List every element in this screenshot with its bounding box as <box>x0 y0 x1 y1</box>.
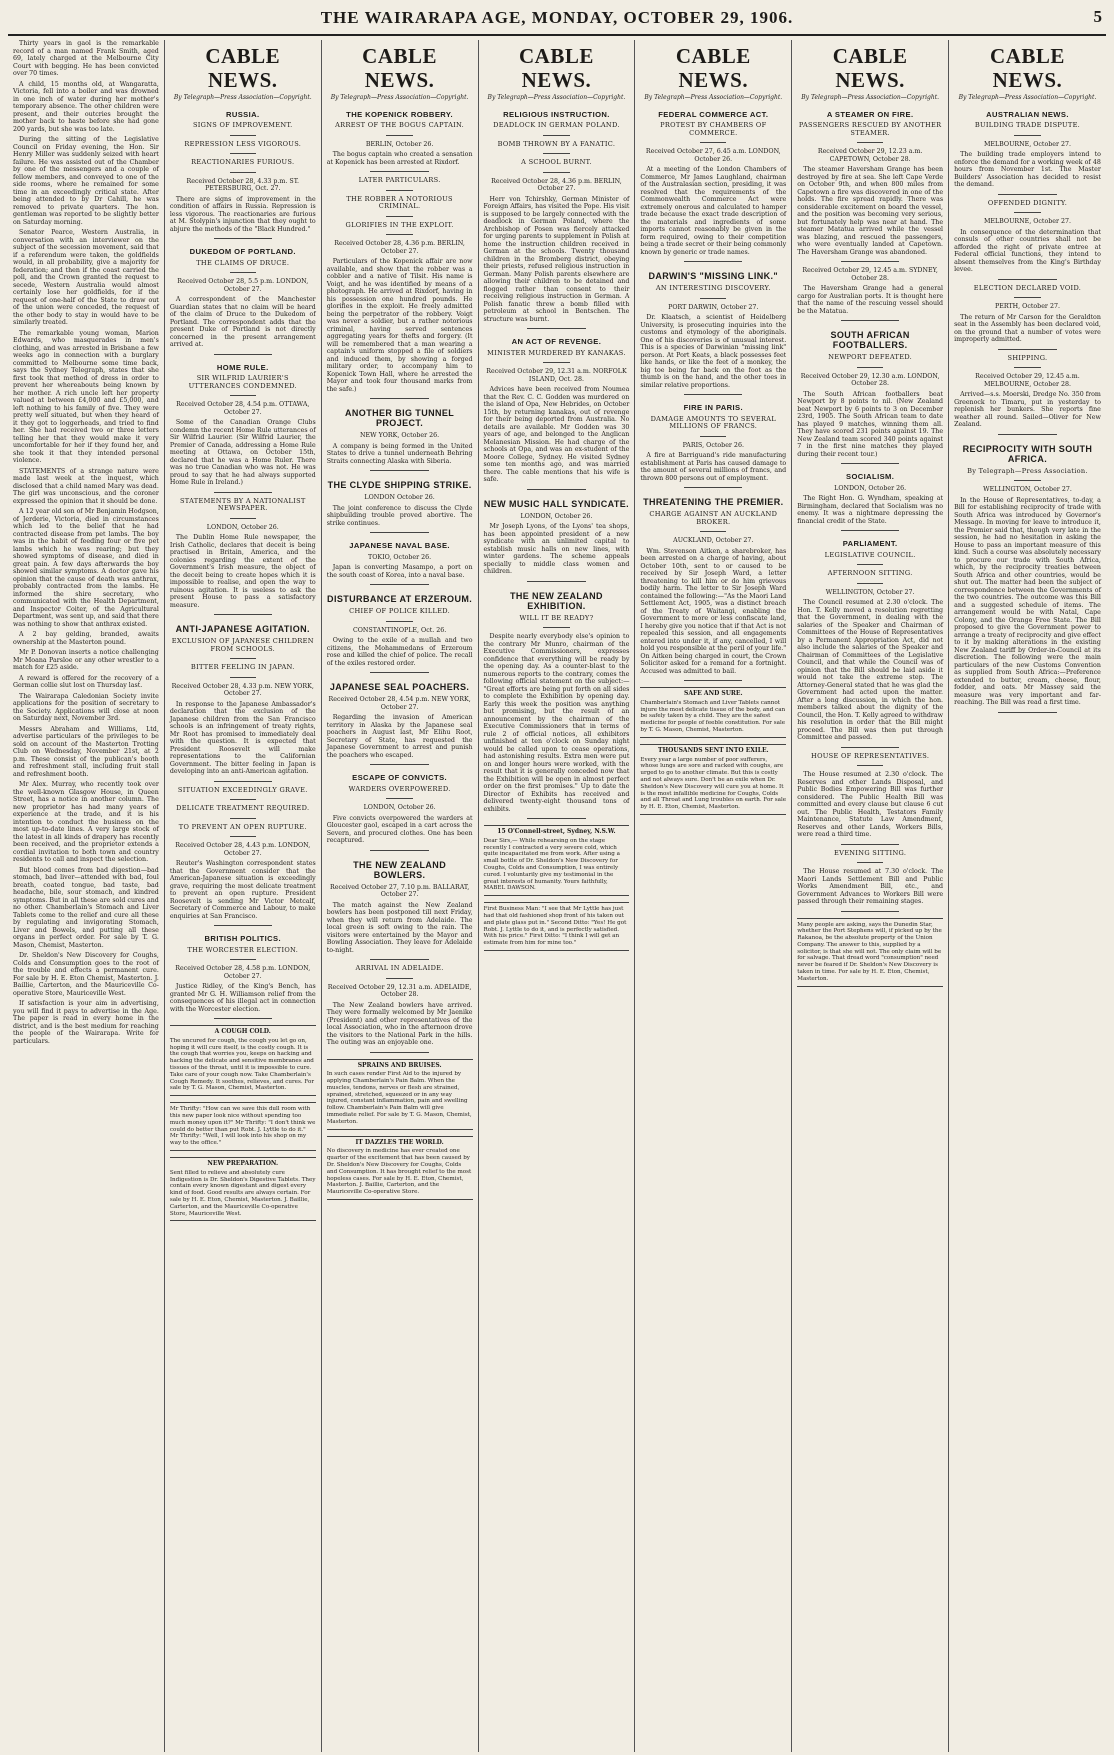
ad-text: Chamberlain's Stomach and Liver Tablets cannot injure the most delicate tissue of the body, and can be safely taken by a child. They are the safest medicine for people of feeble constitution. For sale by T. G. Mason, Chemist, Masterton. <box>640 699 786 733</box>
article-subheading: PASSENGERS RESCUED BY ANOTHER STEAMER. <box>798 121 942 137</box>
rule-divider <box>386 216 412 217</box>
rule-divider <box>230 677 256 678</box>
article-subheading: WARDERS OVERPOWERED. <box>348 784 451 793</box>
article-body: Reuter's Washington correspondent states that the Government consider that the American-Japanese situation is exceedingly grave, requiring the most delicate treatment to prevent an open rupture. President Roosevelt is sending Mr Victor Metcalf, Secretary of Commerce and Labour, to make enquiries at San Francisco. <box>169 860 316 920</box>
rule-divider <box>230 153 256 154</box>
article-heading: THE KOPENICK ROBBERY. <box>346 109 454 119</box>
rule-divider <box>841 911 899 912</box>
column-4 <box>479 40 636 1752</box>
dateline: Received October 28, 4.33 p.m. NEW YORK, October 27. <box>171 682 314 697</box>
article-body: Herr von Tchirshky, German Minister of Foreign Affairs, has visited the Pope. His visit is supposed to be largely connected with the deadlock in German Poland, where the Archbishop of Posen was fiercely attacked for urging parents to supplement in Polish at home the instruction children received in German at the schools. Twenty thousand children in the Bromberg district, obeying their priests, refused religious instruction in German. Many Polish parents elsewhere are allowing their children to be detained and flogged rather than consent to their receiving religious instruction in German. A Polish fanatic threw a bomb filled with petroleum at school in Bentschen. The structure was burnt. <box>483 195 630 323</box>
article-heading: FEDERAL COMMERCE ACT. <box>658 109 769 119</box>
rule-divider <box>386 978 412 979</box>
ad-heading: SAFE AND SURE. <box>684 690 743 697</box>
article-heading: AUSTRALIAN NEWS. <box>986 109 1069 119</box>
press-credit: By Telegraph—Press Association—Copyright. <box>958 94 1097 101</box>
dateline: LONDON, October 26. <box>206 523 279 531</box>
rule-divider <box>230 799 256 800</box>
article-heading: THREATENING THE PREMIER. <box>643 497 784 507</box>
news-paragraph: If satisfaction is your aim in advertising, you will find it pays to advertise in the Age. The paper is read in every home in the district, and is the best medium for reaching the people of the Wairarapa. Write for particulars. <box>13 1000 159 1045</box>
rule-divider <box>841 463 899 464</box>
ad-heading: SPRAINS AND BRUISES. <box>357 1061 442 1069</box>
dateline: Received October 27, 7.10 p.m. BALLARAT, October 27. <box>330 883 470 898</box>
article-body: In consequence of the determination that consuls of other countries shall not be afforded the right of private entree at Federal official functions, they intend to absent themselves from the King's Birthday levee. <box>954 228 1101 273</box>
dateline: TOKIO, October 26. <box>368 553 432 561</box>
article-subheading: PROTEST BY CHAMBERS OF COMMERCE. <box>660 121 767 137</box>
rule-divider <box>857 583 883 584</box>
article-subheading: SHIPPING. <box>1007 353 1048 362</box>
rule-divider <box>386 621 412 622</box>
article-subheading: THE WORCESTER ELECTION. <box>187 945 299 954</box>
article-body: The House resumed at 7.30 o'clock. The Maori Lands Settlement Bill and Public Works Amendment Bill, etc., and Government Advances to Workers Bill were passed through their remaining stages. <box>797 868 944 905</box>
dateline: Received October 28, 4.58 p.m. LONDON, October 27. <box>175 965 311 980</box>
article-body: Regarding the invasion of American territory in Alaska by the Japanese seal poachers in August last, Mr Elihu Root, Secretary of State, has requested the Japanese Government to arrest and punish the poachers who escaped. <box>326 714 473 759</box>
article-subheading: DELICATE TREATMENT REQUIRED. <box>176 804 310 812</box>
article-body: The South African footballers beat Newport by 8 points to nil. (New Zealand beat Newport by 6 points to 3 on December 23rd, 1905. The South African team to date has played 9 matches, winning them all. They have scored 231 points against 19. The New Zealand team scored 340 points against 7 in the first nine matches they played during their recent tour.) <box>797 390 944 458</box>
article-heading: DISTURBANCE AT ERZEROUM. <box>327 594 473 604</box>
rule-divider <box>543 627 569 628</box>
article-body: Mr Joseph Lyons, of the Lyons' tea shops, has been appointed president of a new syndicate with an unlimited capital to establish music halls on new lines, with winter gardens. The scheme appeals specially to middle class women and children. <box>483 523 630 575</box>
article-subheading: OFFENDED DIGNITY. <box>987 198 1068 207</box>
article-body: Dr. Klaatsch, a scientist of Heidelberg University, is prosecuting inquiries into the customs and etymology of the aboriginals. One of his discoveries is of unusual interest. This is a species of Darwinian "missing link" person. At Port Keats, a black possesses feet like hands, or like the feet of a monkey, the big toe being far back on the foot as the thumb is on the hand, and the other toes in similar relative proportions. <box>640 314 787 389</box>
article-subheading: STATEMENTS BY A NATIONALIST NEWSPAPER. <box>179 496 306 512</box>
dateline: Received October 28, 4.36 p.m. BERLIN, October 27. <box>334 240 465 255</box>
article-subheading: THE ROBBER A NOTORIOUS CRIMINAL. <box>346 194 453 210</box>
article-subheading: GLORIFIES IN THE EXPLOIT. <box>345 220 454 229</box>
article-subheading: DEADLOCK IN GERMAN POLAND. <box>493 121 620 129</box>
article-body: Arrived—s.s. Moerski, Dredge No. 350 from Greenock to Timaru, put in yesterday to replenish her bunkers. She reports fine weather all round. Sailed—Oliver for New Zealand. <box>954 391 1101 428</box>
column-7 <box>949 40 1106 1752</box>
advertisement <box>484 825 630 896</box>
article-subheading: BITTER FEELING IN JAPAN. <box>190 663 295 671</box>
rule-divider <box>527 581 585 582</box>
advertisement <box>170 1025 316 1096</box>
article-heading: RELIGIOUS INSTRUCTION. <box>503 109 610 119</box>
article-heading: SOUTH AFRICAN FOOTBALLERS. <box>830 330 910 350</box>
news-paragraph: Mr Alex. Murray, who recently took over the well-known Glasgow House, in Queen Street, has a notice in another column. The new proprietor has had many years of experience at the trade, and it is his intention to conduct the business on the most up-to-date lines. A very large stock of the latest in all kinds of drapery has recently been received, and the proprietor extends a cordial invitation to both town and country residents to call and inspect the selection. <box>13 781 159 863</box>
news-paragraph: STATEMENTS of a strange nature were made last week at the inquest, which disclosed that a child named Mary was dead. The girl was unconscious, and the coroner expressed the opinion that it should be done. <box>13 467 159 505</box>
article-subheading: NEWPORT DEFEATED. <box>828 353 913 361</box>
rule-divider <box>700 298 726 299</box>
article-body: Some of the Canadian Orange Clubs condemn the recent Home Rule utterances of Sir Wilfrid Laurier. (Sir Wilfrid Laurier, the Premier of Canada, addressing a Home Rule meeting at Ottawa, on October 15th, declared that he was a Home Ruler. There was no true Canadian who was not. He was proud to say that he had always supported Home Rule in Ireland.) <box>169 419 316 486</box>
rule-divider <box>684 394 742 395</box>
article-heading: THE CLYDE SHIPPING STRIKE. <box>327 480 472 490</box>
rule-divider <box>386 135 412 136</box>
article-subheading: DAMAGE AMOUNTS TO SEVERAL MILLIONS OF FRANCS. <box>650 414 776 430</box>
news-paragraph: The Wairarapa Caledonian Society invite applications for the position of secretary to the Society. Applications will close at noon on Saturday next, November 3rd. <box>13 692 159 722</box>
ad-text: Mr Thrifty: "How can we save this dull room with this new paper look nice without spending too much money upon it?" Mr Thrifty: "I don't think we could do better than put Robt. J. Lyttle to do it." Mr Thrifty: "Well, I will look into his shop on my way to the office." <box>169 1106 316 1147</box>
rule-divider <box>841 261 899 262</box>
article-body: Five convicts overpowered the warders at Gloucester gaol, escaped in a cart across the Severn, and procured clothes. One has been recaptured. <box>326 814 473 844</box>
dateline: Received October 29, 12.31 a.m. ADELAIDE, October 28. <box>327 983 472 998</box>
ad-heading: A COUGH COLD. <box>214 1028 271 1035</box>
dateline: WELLINGTON, October 27. <box>983 486 1072 493</box>
press-credit: By Telegraph—Press Association—Copyright. <box>644 94 783 101</box>
rule-divider <box>1014 367 1040 368</box>
rule-divider <box>543 172 569 173</box>
rule-divider <box>230 135 256 136</box>
ad-text: In such cases render First Aid to the injured by applying Chamberlain's Pain Balm. When the muscles, tendons, nerves or flesh are strained, sprained, stretched, squeezed or in any way injured, constant inflammation, pain and swelling follow. Chamberlain's Pain Balm will give immediate relief. For sale by T. G. Mason, Chemist, Masterton. <box>326 1071 472 1125</box>
news-paragraph: The remarkable young woman, Marion Edwards, who masquerades in men's clothing, and was arrested in Brisbane a few weeks ago in connection with a burglary committed to Melbourne some time back, says the Sydney Telegraph, states that she first took that method of dress in order to prevent her whereabouts being known by her mother. A rich uncle left her property valued at between £4,000 and £5,000, and left nothing to his family of five. They were pretty well situated, but when they heard of it they got to loggerheads, and tried to find her. She had received two or three letters telling her that they would make it very uncomfortable for her if they found her, and she took it that they intended personal violence. <box>13 329 159 464</box>
article-heading: JAPANESE SEAL POACHERS. <box>329 682 470 692</box>
dateline: Received October 29, 12.45 a.m. SYDNEY, October 28. <box>802 267 938 282</box>
article-subheading: CHIEF OF POLICE KILLED. <box>349 607 451 615</box>
article-body: The bogus captain who created a sensation at Kopenick has been arrested at Rixdorf. <box>326 151 473 166</box>
article-subheading: By Telegraph—Press Association. <box>967 466 1088 475</box>
rule-divider <box>857 367 883 368</box>
advertisement <box>327 1059 473 1130</box>
advertisement <box>640 687 786 738</box>
dateline: Received October 28, 4.54 p.m. OTTAWA, October 27. <box>176 401 310 416</box>
rule-divider <box>370 171 428 172</box>
article-body: The New Zealand bowlers have arrived. They were formally welcomed by Mr Jaenike (President) and other representatives of the local Association, who in the afternoon drove the visitors to the National Park in the hills. The outing was an enjoyable one. <box>326 1001 473 1046</box>
article-body: Particulars of the Kopenick affair are now available, and show that the robber was a cobbler and a native of Tilsit. His name is Voigt, and he was identified by means of a photograph. He arrived at Rixdorf, having in his possession one hundred pounds. He glorifies in the exploit. He freely admitted being the perpetrator of the robbery. Voigt was never a soldier, but a rather notorious criminal, having served sentences aggregating years for thefts and forgery. (It will be remembered that a man wearing a captain's uniform stopped a file of soldiers and induced them, by showing a forged military order, to accompany him to Kopenick Town Hall, where he arrested the Mayor and took four thousand marks from the safe.) <box>326 258 473 393</box>
dateline: PERTH, October 27. <box>995 303 1060 310</box>
news-paragraph: Thirty years in gaol is the remarkable record of a man named Frank Smith, aged 69, lately charged at the Melbourne City Court with begging. He has been convicted over 70 times. <box>13 40 159 77</box>
ad-text: Sent filled to relieve and absolutely cure Indigestion is Dr. Sheldon's Digestive Tablets. They contain every known digestant and digest every kind of food. Good results are always certain. For sale by H. E. Eton, Chemist, Masterton. J. Baillie, Carterton, and the Mauriceville Co-operative Store, Mauriceville West. <box>169 1169 316 1217</box>
article-subheading: SIGNS OF IMPROVEMENT. <box>192 121 293 129</box>
article-subheading: REACTIONARIES FURIOUS. <box>191 158 295 166</box>
article-body: Japan is converting Masampo, a port on the south coast of Korea, into a naval base. <box>326 564 473 579</box>
rule-divider <box>370 470 428 471</box>
rule-divider <box>841 320 899 321</box>
press-credit: By Telegraph—Press Association—Copyright. <box>173 94 312 101</box>
rule-divider <box>370 1052 428 1053</box>
cable-news-heading: CABLE NEWS. <box>990 44 1065 92</box>
rule-divider <box>527 818 585 819</box>
dateline: Received October 28, 4.33 p.m. ST. PETERSBURG, Oct. 27. <box>186 177 299 192</box>
news-paragraph: Dr. Sheldon's New Discovery for Coughs, Colds and Consumption goes to the root of the trouble and effects a permanent cure. For sale by H. E. Eton Chemist, Masterton. J. Baillie, Carterton, and the Mauriceville Co-operative Store, Mauriceville West. <box>13 952 159 997</box>
article-body: The House resumed at 2.30 o'clock. The Reserves and other Lands Disposal, and Public Bodies Empowering Bill was further considered. The Public Health Bill was committed and every clause but clause 6 cut out. The Public Health, Testators Family Maintenance, Statute Law Amendment, Reserves and other Lands, Workers Bills, were read a third time. <box>797 771 944 838</box>
article-heading: JAPANESE NAVAL BASE. <box>349 541 450 550</box>
dateline: BERLIN, October 26. <box>365 140 434 148</box>
rule-divider <box>998 712 1057 713</box>
column-5 <box>635 40 792 1752</box>
rule-divider <box>684 680 742 681</box>
rule-divider <box>700 436 726 437</box>
rule-divider <box>370 398 428 399</box>
dateline: MELBOURNE, October 27. <box>983 218 1072 225</box>
article-subheading: CHARGE AGAINST AN AUCKLAND BROKER. <box>649 510 778 526</box>
dateline: Received October 28, 4.54 p.m. NEW YORK, October 27. <box>328 696 471 711</box>
news-paragraph: Messrs Abraham and Williams, Ltd, advertise particulars of the privileges to be sold on account of the Masterton Trotting Club on Wednesday, November 21st, at 2 p.m. These consist of the publican's booth and refreshment stall, including fruit stall and refreshment booth. <box>13 725 159 778</box>
news-paragraph: During the sitting of the Legislative Council on Friday evening, the Hon. Sir Henry Miller was suddenly seized with heart failure. He was assisted out of the Chamber by one of the messengers and a couple of fellow members, and conveyed to one of the side rooms, where he remained for some time in an exceedingly critical state. After being attended to by Dr Cahill, he was removed to private quarters. The hon. gentleman was reported to be slightly better on Saturday morning. <box>13 136 159 226</box>
article-heading: FIRE IN PARIS. <box>683 403 744 412</box>
dateline: LONDON October 26. <box>364 494 435 501</box>
newspaper-title: THE WAIRARAPA AGE, MONDAY, OCTOBER 29, 1906. <box>320 8 794 27</box>
cable-news-heading: CABLE NEWS. <box>675 44 751 92</box>
rule-divider <box>370 584 428 585</box>
article-heading: THE NEW ZEALAND BOWLERS. <box>353 859 447 880</box>
article-subheading: SIR WILFRID LAURIER'S UTTERANCES CONDEMNED. <box>188 374 297 390</box>
article-body: Justice Ridley, of the King's Bench, has granted Mr G. H. Williamson relief from the consequences of his illegal act in connection with the Worcester election. <box>169 983 316 1013</box>
rule-divider <box>1014 480 1040 481</box>
dateline: Received October 29, 12.23 a.m. CAPETOWN, October 28. <box>817 148 923 163</box>
rule-divider <box>214 354 272 355</box>
dateline: PARIS, October 26. <box>682 441 744 449</box>
masthead <box>8 6 1106 36</box>
news-paragraph: Mr P. Donovan inserts a notice challenging Mr Moana Parsloe or any other wrestler to a match for £25 aside. <box>13 649 159 671</box>
article-subheading: A SCHOOL BURNT. <box>521 158 592 166</box>
rule-divider <box>214 614 272 615</box>
article-body: A correspondent of the Manchester Guardian states that no claim will be heard of the claim of Druce to the Dukedom of Portland. The correspondent adds that the present Duke of Portland is not directly concerned in the present arrangement arrived at. <box>169 296 316 348</box>
article-body: In the House of Representatives, to-day, a Bill for establishing reciprocity of trade with South Africa was introduced by Governor's Message. In moving for leave to introduce it, the Premier said that, though very late in the session, he had no hesitation in asking the House to pass an important measure of this kind. Such a course was absolutely necessary to procure our trade with South Africa, which, by the reciprocity treaties between South Africa and other countries, would be shut out. The matter had been the subject of correspondence between the Governments of the two countries. The outcome was this Bill and a suggested schedule of items. The arrangement would be with Natal, Cape Colony, and the Orange Free State. The Bill proposed to give the Government power to arrange a treaty of reciprocity and give effect to it by making alterations in the existing New Zealand tariff by Order-in-Council at its discretion. The following were the main particulars of the new Customs Convention as supplied from South Africa:—Preference extended to butter, cream, cheese, flour, fodder, and oats. Mr Massey said the measure was very important and far-reaching. The Bill was read a first time. <box>954 496 1101 706</box>
rule-divider <box>527 328 585 329</box>
cable-news-heading: CABLE NEWS. <box>519 44 594 92</box>
article-body: A company is being formed in the United States to drive a tunnel underneath Behring Straits connecting Alaska with Siberia. <box>326 442 473 465</box>
article-body: Owing to the exile of a mullah and two citizens, the Mohammedans of Erzeroum rose and killed the chief of police. The recall of the exiles restored order. <box>326 637 473 667</box>
article-subheading: HOUSE OF REPRESENTATIVES. <box>811 751 930 760</box>
rule-divider <box>230 836 256 837</box>
dateline: Received October 28, 4.36 p.m. BERLIN, October 27. <box>491 177 622 192</box>
article-subheading: ARREST OF THE BOGUS CAPTAIN. <box>335 121 465 129</box>
dateline: WELLINGTON, October 27. <box>825 588 915 596</box>
article-subheading: ARRIVAL IN ADELAIDE. <box>355 964 444 972</box>
rule-divider <box>230 658 256 659</box>
dateline: AUCKLAND, October 27. <box>673 537 754 544</box>
rule-divider <box>684 487 742 488</box>
article-heading: ANTI-JAPANESE AGITATION. <box>175 624 310 634</box>
rule-divider <box>386 234 412 235</box>
press-credit: By Telegraph—Press Association—Copyright. <box>487 94 626 101</box>
dateline: Received October 27, 6.45 a.m. LONDON, October 26. <box>645 148 781 163</box>
article-body: The match against the New Zealand bowlers has been postponed till next Friday, when they will return from Adelaide. The local green is soft owing to the rain. The visitors were entertained by the Mayor and Bowling Association. They leave for Adelaide to-night. <box>326 901 473 954</box>
dateline: Received October 28, 5.5 p.m. LONDON, October 27. <box>177 278 309 293</box>
article-body: A fire at Barriguand's ride manufacturing establishment at Paris has caused damage to the amount of several millions of francs, and thrown 800 persons out of employment. <box>640 452 787 482</box>
rule-divider <box>214 781 272 782</box>
rule-divider <box>857 765 883 766</box>
article-body: The Dublin Home Rule newspaper, the Irish Catholic, declares that deceit is being practised in Britain, America, and the colonies regarding the extent of the Government's Irish measure, the object of the deceit being to create hopes which it is impossible to realise, and open the way to ruinous agitation. It is useless to ask the present House to pass a satisfactory measure. <box>169 534 316 609</box>
news-paragraph: A reward is offered for the recovery of a German collie slut lost on Thursday last. <box>13 674 159 689</box>
article-heading: SOCIALISM. <box>845 472 895 481</box>
article-body: The Right Hon. G. Wyndham, speaking at Birmingham, declared that Socialism was no enemy. It was a nightmare depressing the financial credit of the State. <box>797 495 944 525</box>
advertisement <box>640 744 786 815</box>
rule-divider <box>230 172 256 173</box>
article-body: The building trade employers intend to enforce the demand for a working week of 48 hours from November 1st. The Master Builders' Association has decided to resist the demand. <box>954 151 1101 188</box>
article-body: In response to the Japanese Ambassador's declaration that the exclusion of the Japanese children from the San Francisco schools is an infringement of treaty rights, Mr Root has promised to immediately deal with the question. It is expected that President Roosevelt will make representations to the Californian Government. The bitter feeling in Japan is developing into an anti-American agitation. <box>169 700 316 775</box>
news-paragraph: A child, 15 months old, at Wangaratta, Victoria, fell into a boiler and was drowned in one inch of water during her mother's temporary absence. The other children were present, and their outcries brought the mother back to haste before she had gone 200 yards, but she was too late. <box>13 80 159 133</box>
rule-divider <box>841 747 899 748</box>
rule-divider <box>527 489 585 490</box>
page-number: 5 <box>1093 7 1102 26</box>
article-body: There are signs of improvement in the condition of affairs in Russia. Repression is less vigorous. The reactionaries are furious at M. Stolypin's injunction that they ought to abjure the methods of the "Black Hundred." <box>169 195 316 233</box>
ad-heading: NEW PREPARATION. <box>207 1159 279 1167</box>
article-subheading: WILL IT BE READY? <box>519 613 594 622</box>
dateline: CONSTANTINOPLE, Oct. 26. <box>352 626 447 634</box>
rule-divider <box>841 844 899 845</box>
dateline: LONDON, October 26. <box>834 484 907 492</box>
article-subheading: BOMB THROWN BY A FANATIC. <box>497 139 616 148</box>
article-subheading: AFTERNOON SITTING. <box>827 569 913 577</box>
article-subheading: EVENING SITTING. <box>834 848 907 857</box>
dateline: LONDON, October 26. <box>520 512 593 520</box>
article-subheading: EXCLUSION OF JAPANESE CHILDREN FROM SCHOOLS. <box>171 637 314 653</box>
advertisement <box>327 1136 473 1200</box>
rule-divider <box>998 434 1057 435</box>
article-heading: AN ACT OF REVENGE. <box>511 337 602 346</box>
ad-heading: THOUSANDS SENT INTO EXILE. <box>657 746 769 754</box>
article-subheading: MINISTER MURDERED BY KANAKAS. <box>487 348 626 357</box>
news-paragraph: A 2 bay gelding, branded, awaits ownership at the Masterton pound. <box>13 631 159 646</box>
rule-divider <box>857 142 883 143</box>
article-heading: HOME RULE. <box>216 362 269 372</box>
rule-divider <box>370 532 428 533</box>
rule-divider <box>230 818 256 819</box>
column-1 <box>8 40 165 1752</box>
article-heading: THE NEW ZEALAND EXHIBITION. <box>509 590 603 611</box>
press-credit: By Telegraph—Press Association—Copyright. <box>801 94 940 101</box>
rule-divider <box>857 564 883 565</box>
dateline: Received October 29, 12.31 a.m. NORFOLK ISLAND, Oct. 28. <box>486 368 627 383</box>
article-body: The joint conference to discuss the Clyde shipbuilding trouble proved abortive. The strike continues. <box>326 504 473 527</box>
rule-divider <box>857 862 883 863</box>
column-3 <box>322 40 479 1752</box>
article-heading: RECIPROCITY WITH SOUTH AFRICA. <box>962 443 1093 464</box>
cable-news-heading: CABLE NEWS. <box>205 44 281 92</box>
rule-divider <box>1014 135 1040 136</box>
rule-divider <box>998 194 1057 195</box>
rule-divider <box>370 672 428 673</box>
dateline: MELBOURNE, October 27. <box>983 140 1072 148</box>
article-heading: ESCAPE OF CONVICTS. <box>352 773 448 782</box>
rule-divider <box>998 349 1057 350</box>
rule-divider <box>370 959 428 960</box>
rule-divider <box>1014 212 1040 213</box>
dateline: NEW YORK, October 26. <box>360 432 440 439</box>
rule-divider <box>230 272 256 273</box>
cable-news-heading: CABLE NEWS. <box>832 44 908 92</box>
cable-news-heading: CABLE NEWS. <box>362 44 438 92</box>
rule-divider <box>543 362 569 363</box>
column-2 <box>165 40 322 1752</box>
press-credit: By Telegraph—Press Association—Copyright. <box>330 94 469 101</box>
article-heading: DUKEDOM OF PORTLAND. <box>189 247 296 256</box>
rule-divider <box>543 153 569 154</box>
article-subheading: AN INTERESTING DISCOVERY. <box>655 284 771 292</box>
dateline: Received October 29, 12.30 a.m. LONDON, October 28. <box>800 372 940 387</box>
rule-divider <box>700 531 726 532</box>
advertisement <box>170 1157 316 1221</box>
rule-divider <box>386 190 412 191</box>
ad-text: No discovery in medicine has ever created one quarter of the excitement that has been caused by Dr. Sheldon's New Discovery for Coughs, Colds and Consumption. It has brought relief to the most hopeless cases. For sale by H. E. Eton, Chemist, Masterton. J. Baillie, Carterton, and the Mauriceville Co-operative Store. <box>326 1148 472 1196</box>
article-subheading: BUILDING TRADE DISPUTE. <box>974 121 1081 129</box>
advertisement <box>797 918 943 987</box>
rule-divider <box>370 764 428 765</box>
rule-divider <box>700 142 726 143</box>
rule-divider <box>998 279 1057 280</box>
article-subheading: ELECTION DECLARED VOID. <box>973 283 1082 292</box>
rule-divider <box>841 530 899 531</box>
rule-divider <box>1014 297 1040 298</box>
advertisement <box>170 1102 316 1151</box>
article-body: The Council resumed at 2.30 o'clock. The Hon. T. Kelly moved a resolution regretting that the Government, in dealing with the salaries of the Speaker and Chairman of Committees of the House of Representatives by a Permanent Appropriation Act, did not also include the salaries of the Speaker and Chairman of Committees of the Legislative Council, and that while the Council was of opinion that the Bill should be laid aside it would not take the extreme step. The Attorney-General stated that he was glad the Government had acted upon the matter. After a long discussion, in which the hon. members talked about the dignity of the Council, the Hon. T. Kelly agreed to withdraw his resolution in order that the Bill might proceed. The Bill was then put through Committee and passed. <box>797 599 944 741</box>
ad-heading: 15 O'Connell-street, Sydney, N.S.W. <box>497 828 616 835</box>
dateline: Received October 28, 4.43 p.m. LONDON, October 27. <box>175 842 311 857</box>
article-body: Wm. Stevenson Aitken, a sharebroker, has been arrested on a charge of having, about October 10th, sent to or caused to be received by Sir Joseph Ward, a letter threatening to kill him or do him grievous bodily harm. The letter to Sir Joseph Ward contained the following:—"As the Maori Land Settlement Act, 1905, was a distinct breach of the Treaty of Waitangi, enabling the Government to more or less confiscate land, I hereby give you notice that if that Act is not repealed this session, and all engagements entered into under it, if any, cancelled, I will hold you responsible at the peril of your life." On Aitken being charged in court, the Crown Solicitor asked for a remand for a fortnight. Accused was admitted to bail. <box>640 547 787 675</box>
news-paragraph: Senator Pearce, Western Australia, in conversation with an interviewer on the subject of the secession movement, said that if a referendum were taken, the goldfields would, in all probability, give a majority for federation; and then if the coast carried the poll, and the Crown granted the request to secede, Western Australia would almost certainly lose her goldfields, for if the request of one-half of the State to draw out of the union were conceded, the request of the other body to stay in would have to be similarly treated. <box>13 229 159 326</box>
rule-divider <box>684 261 742 262</box>
article-body: The return of Mr Carson for the Geraldton seat in the Assembly has been declared void, on the ground that a number of votes were improperly admitted. <box>954 313 1101 343</box>
article-subheading: SITUATION EXCEEDINGLY GRAVE. <box>177 785 308 794</box>
rule-divider <box>230 395 256 396</box>
rule-divider <box>214 492 272 493</box>
dateline: Received October 29, 12.45 a.m. MELBOURNE, October 28. <box>975 373 1080 388</box>
dateline: PORT DARWIN, October 27. <box>668 303 759 311</box>
ad-text: Many people are asking, says the Dunedin Star, whether the Port Stephens will, if picked up by the Rakanoa, be the absolute property of the Union Company. The answer to this, supplied by a solicitor, is that she will not. The only claim will be for salvage. That dread word "consumption" need never be feared if Dr. Sheldon's New Discovery is taken in time. For sale by H. E. Eton, Chemist, Masterton. <box>797 921 942 982</box>
news-paragraph: But blood comes from bad digestion—bad stomach, bad liver—attended with bad, foul breath, coated tongue, bad taste, bad headache, bile, sour stomach, and kindred symptoms. But in all these are sold cures and no other. Chamberlain's Stomach and Liver Tablets come to the relief and cure all these by regulating and invigorating Stomach, Liver and Bowels, and putting all these organs in perfect order. For sale by T. G. Mason, Chemist, Masterton. <box>13 866 159 949</box>
news-paragraph: A 12 year old son of Mr Benjamin Hodgson, of Jerderie, Victoria, died in circumstances which led to the belief that he had contracted disease from pet lambs. The boy was in the habit of feeding four or five pet lambs which he was rearing; but they showed symptoms of disease, and died in great pain. A few days afterwards the boy showed similar symptoms. A doctor gave his opinion that the cause of death was anthrax, probably contracted from the lambs. He informed the shire secretary, who communicated with the Health Department, and Inspector Coiter, of the Agricultural Department, was sent up, and said that there was nothing to show that anthrax existed. <box>13 508 159 628</box>
article-heading: PARLIAMENT. <box>842 539 898 548</box>
ad-text: Dear Sirs,— While rehearsing on the stage recently I contracted a very severe cold, which quite incapacitated me from work. After using a small bottle of Dr. Sheldon's New Discovery for Coughs, Colds and Consumption, I was entirely cured. I voluntarily give my testimonial in the great interests of humanity. Yours faithfully, MABEL DAWSON. <box>483 837 620 892</box>
article-subheading: REPRESSION LESS VIGOROUS. <box>184 139 302 148</box>
columns <box>8 40 1106 1752</box>
article-body: At a meeting of the London Chambers of Commerce, Mr James Laughland, chairman of the Australasian section, presiding, it was resolved that the requirements of the Commonwealth Commerce Act were extremely onerous and calculated to hamper trade because the exact trade description of the materials and ingredients of some imports cannot reasonably be given in the form required, owing to their competition being a trade secret or their being commonly known by generic or trade names. <box>640 166 787 256</box>
article-subheading: LEGISLATIVE COUNCIL. <box>824 550 916 559</box>
article-heading: A STEAMER ON FIRE. <box>826 109 914 119</box>
ad-text: The uncured for cough, the cough you let go on, hoping it will cure itself, is the costly cough. It is the cough that worries you, keeps on hacking and hacking the delicate and sensitive membranes and tissues of the throat, until it is impossible to cure. Take care of your cough now. Take Chamberlain's Cough Remedy. It soothes, relieves, and cures. For sale by T. G. Mason, Chemist, Masterton. <box>169 1037 315 1092</box>
advertisement <box>484 902 630 951</box>
dateline: LONDON, October 26. <box>363 804 436 811</box>
article-body: The steamer Haversham Grange has been destroyed by fire at sea. She left Cape Verde on October 9th, and when 800 miles from Capetown a fire was discovered in one of the holds. The fire spread rapidly. There was considerable excitement on board the vessel, and the position was becoming very serious, but fortunately help was near at hand. The steamer Matatua arrived while the vessel was blazing, and rescued the passengers, who were eventually landed at Capetown. The Haversham Grange was abandoned. <box>797 166 944 256</box>
rule-divider <box>386 798 412 799</box>
rule-divider <box>230 518 256 519</box>
rule-divider <box>214 925 272 926</box>
ad-text: First Business Man: "I see that Mr Lyttle has just had that old fashioned shop front of his taken out and plate glass put in." Second Ditto: "Yes! He got Robt. J. Lyttle to do it, and is perfectly satisfied. With his price." First Ditto: "I think I will get an estimate from him for mine too." <box>483 906 627 947</box>
article-subheading: THE CLAIMS OF DRUCE. <box>196 258 290 267</box>
article-body: Advices have been received from Noumea that the Rev. C. C. Godden was murdered on the island of Opa, New Hebrides, on October 15th, by returning kanakas, out of revenge for their being deported from Australia. No details are available. Mr Godden was 30 years of age, and belonged to the Anglican Melanesian Mission. He had charge of the schools at Opa, and was an ex-student of the Moore College, Sydney. He visited Sydney some ten months ago, and was married there. The cable mentions that his wife is safe. <box>483 386 630 483</box>
article-heading: ANOTHER BIG TUNNEL PROJECT. <box>345 408 455 428</box>
article-body: Despite nearly everybody else's opinion to the contrary Mr Munro, chairman of the Executive Commissioners, expresses confidence that everything will be ready by the opening day. As a counter-blast to the numerous reports to the contrary, comes the following official statement on the subject:— "Great efforts are being put forth on all sides to complete the Exhibition by opening day. Early this week the position was anything but promising, but the result of an announcement by the chairman of the Executive Commissioners that in terms of rule 2 of official notices, all exhibitors unfinished at ten o'clock on Sunday night would be called upon to cease operations, had astonishing results. Extra men were put on and longer hours were worked, with the result that it is generally conceded now that the Exhibition will be open in almost perfect order on the first promises." Up to date the Director of Exhibits has received and delivered twenty-eight thousand tons of exhibits. <box>483 633 630 813</box>
article-subheading: TO PREVENT AN OPEN RUPTURE. <box>178 822 307 831</box>
article-heading: NEW MUSIC HALL SYNDICATE. <box>483 498 630 509</box>
rule-divider <box>543 135 569 136</box>
rule-divider <box>370 850 428 851</box>
rule-divider <box>214 238 272 239</box>
article-heading: BRITISH POLITICS. <box>204 934 281 943</box>
ad-text: Every year a large number of poor sufferers, whose lungs are sore and racked with coughs, are urged to go to another climate. But this is costly and not always sure. Don't be an exile when Dr. Sheldon's New Discovery will cure you at home. It is the most infallible medicine for Coughs, Colds and all Throat and Lung troubles on earth. For sale by H. E. Eton, Chemist, Masterton. <box>640 756 787 811</box>
article-heading: RUSSIA. <box>225 109 260 119</box>
rule-divider <box>214 1018 272 1019</box>
article-heading: DARWIN'S "MISSING LINK." <box>648 271 779 281</box>
column-6 <box>792 40 949 1752</box>
rule-divider <box>230 959 256 960</box>
ad-heading: IT DAZZLES THE WORLD. <box>355 1138 444 1146</box>
article-subheading: LATER PARTICULARS. <box>358 176 441 184</box>
article-body: The Haversham Grange had a general cargo for Australian ports. It is thought here that the name of the rescuing vessel should be the Matatua. <box>797 285 944 315</box>
